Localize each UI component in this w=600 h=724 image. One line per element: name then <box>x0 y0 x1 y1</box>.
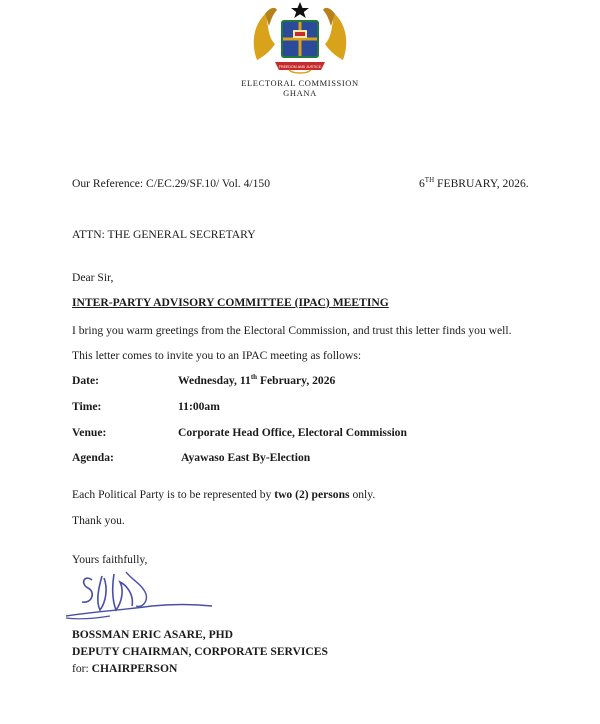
reference-value: C/EC.29/SF.10/ Vol. 4/150 <box>146 177 270 190</box>
coat-of-arms-logo <box>247 0 353 78</box>
date-label: Date: <box>72 374 100 387</box>
reference-label: Our Reference: <box>72 177 144 190</box>
time-value: 11:00am <box>178 400 220 413</box>
representation-line: Each Political Party is to be represented by two (2) persons only. <box>72 488 376 501</box>
agenda-label: Agenda: <box>72 451 114 464</box>
time-label: Time: <box>72 400 102 413</box>
venue-value: Corporate Head Office, Electoral Commission <box>178 426 407 439</box>
reference-line <box>72 177 270 190</box>
venue-label: Venue: <box>72 426 107 439</box>
signatory-title: DEPUTY CHAIRMAN, CORPORATE SERVICES <box>72 645 328 658</box>
signatory-name: BOSSMAN ERIC ASARE, PHD <box>72 628 234 641</box>
subject-heading: INTER-PARTY ADVISORY COMMITTEE (IPAC) MEETING <box>72 296 389 309</box>
salutation: Dear Sir, <box>72 271 114 284</box>
attention-line: ATTN: THE GENERAL SECRETARY <box>72 228 256 241</box>
closing-line: Yours faithfully, <box>72 553 148 566</box>
thanks-line: Thank you. <box>72 514 125 527</box>
left-eagle-icon <box>254 14 275 60</box>
agenda-value: Ayawaso East By-Election <box>181 451 311 464</box>
date-value: Wednesday, 11th February, 2026 <box>178 373 336 387</box>
letter-date: 6TH FEBRUARY, 2026. <box>419 176 529 190</box>
black-star-icon <box>291 2 309 18</box>
handwritten-signature <box>62 566 222 626</box>
org-country: GHANA <box>283 88 317 98</box>
signatory-for-line: for: CHAIRPERSON <box>72 662 178 675</box>
org-name: ELECTORAL COMMISSION <box>241 78 359 88</box>
paragraph-invitation: This letter comes to invite you to an IPAC meeting as follows: <box>72 349 362 362</box>
paragraph-greeting: I bring you warm greetings from the Electoral Commission, and trust this letter finds you well. <box>72 324 512 337</box>
right-eagle-icon <box>325 14 346 60</box>
motto-text: FREEDOM AND JUSTICE <box>278 65 322 69</box>
